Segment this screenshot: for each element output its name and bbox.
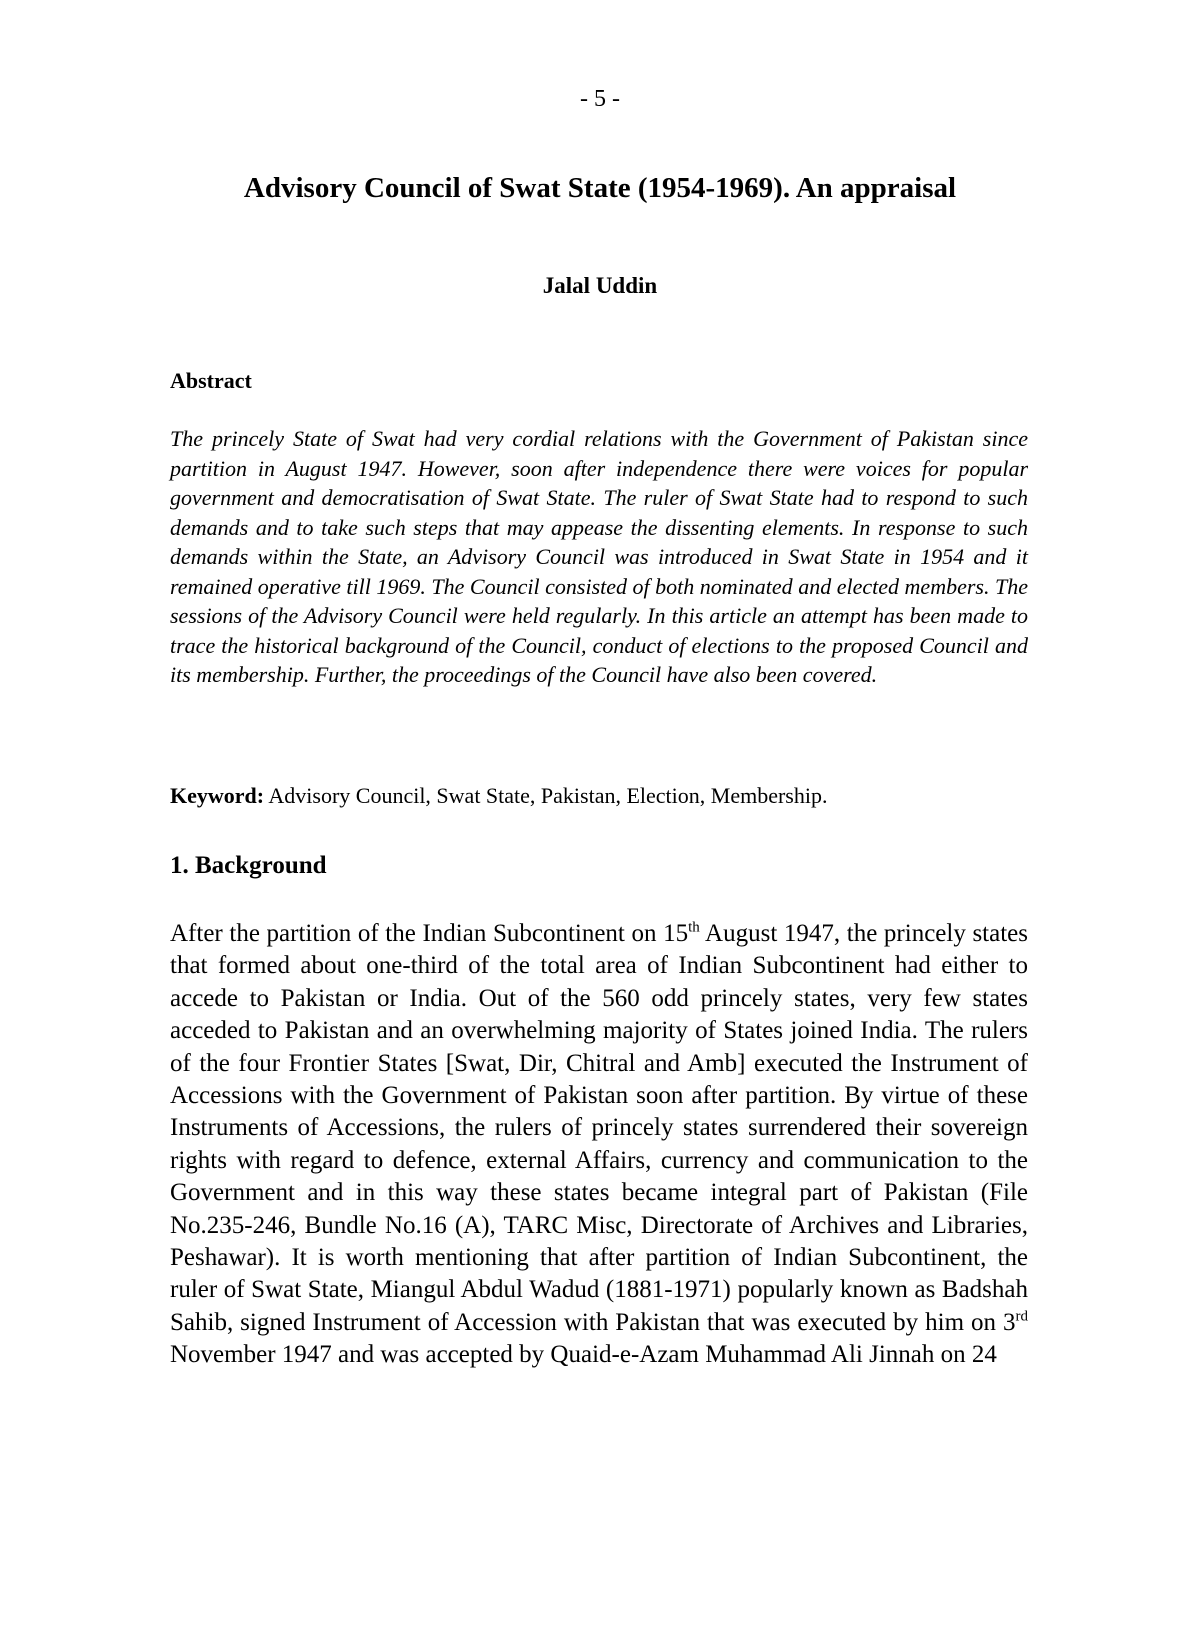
paragraph-segment-1: After the partition of the Indian Subcontinent on 15 bbox=[170, 920, 689, 947]
abstract-heading: Abstract bbox=[170, 368, 252, 393]
keywords-label: Keyword: bbox=[170, 783, 265, 808]
section-heading-background: 1. Background bbox=[170, 852, 327, 879]
paragraph-segment-2: August 1947, the princely states that formed about one-third of the total area of Indian Subcontinent had either to accede to Pakistan or India. Out of the 560 odd princely states, very few states acceded to Pakistan and an overwhelming majority of States joined India. The rulers of the four Frontier States [Swat, Dir, Chitral and Amb] executed the Instrument of Accessions with the Government of Pakistan soon after partition. By virtue of these Instruments of Accessions, the rulers of princely states surrendered their sovereign rights with regard to defence, external Affairs, currency and communication to the Government and in this way these states became integral part of Pakistan (File No.235-246, Bundle No.16 (A), TARC Misc, Directorate of Archives and Libraries, Peshawar). It is worth mentioning that after partition of Indian Subcontinent, the ruler of Swat State, Miangul Abdul Wadud (1881-1971) popularly known as Badshah Sahib, signed Instrument of Accession with Pakistan that was executed by him on 3 bbox=[170, 920, 1028, 1336]
keywords-text: Advisory Council, Swat State, Pakistan, Election, Membership. bbox=[264, 783, 828, 808]
background-paragraph bbox=[170, 918, 1028, 1372]
ordinal-suffix-th: th bbox=[688, 919, 700, 936]
paragraph-segment-3: November 1947 and was accepted by Quaid-e-Azam Muhammad Ali Jinnah on 24 bbox=[170, 1341, 997, 1369]
keywords-line bbox=[170, 783, 1028, 809]
ordinal-suffix-rd: rd bbox=[1015, 1308, 1028, 1325]
author-name: Jalal Uddin bbox=[542, 273, 658, 298]
abstract-text: The princely State of Swat had very cordial relations with the Government of Pakistan since partition in August 1947. However, soon after independence there were voices for popular government and democratisation of Swat State. The ruler of Swat State had to respond to such demands and to take such steps that may appease the dissenting elements. In response to such demands within the State, an Advisory Council was introduced in Swat State in 1954 and it remained operative till 1969. The Council consisted of both nominated and elected members. The sessions of the Advisory Council were held regularly. In this article an attempt has been made to trace the historical background of the Council, conduct of elections to the proposed Council and its membership. Further, the proceedings of the Council have also been covered. bbox=[170, 426, 1028, 687]
page-number: - 5 - bbox=[580, 86, 620, 112]
paper-title: Advisory Council of Swat State (1954-1969). An appraisal bbox=[243, 172, 957, 204]
